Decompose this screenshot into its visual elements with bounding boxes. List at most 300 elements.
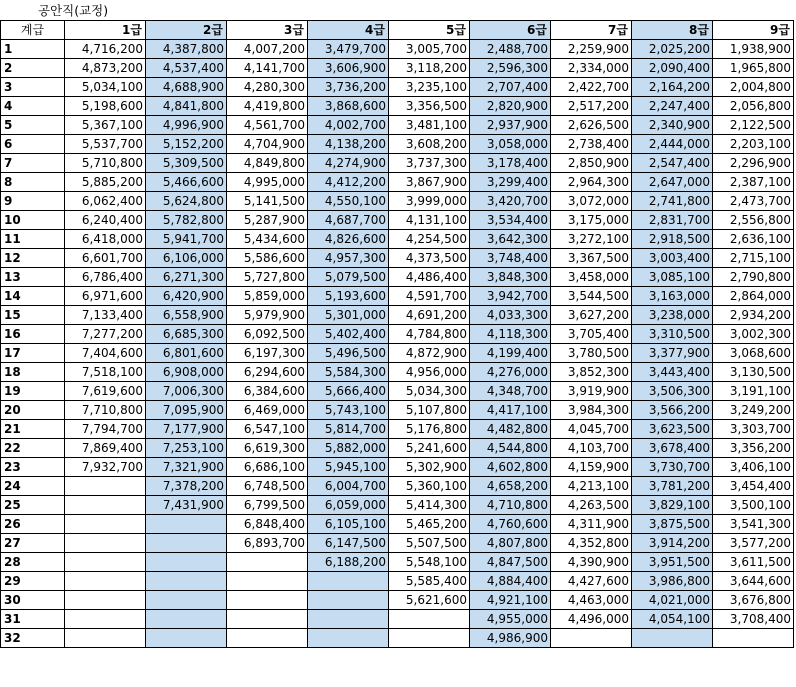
salary-cell[interactable]: 7,177,900	[146, 420, 227, 439]
salary-cell[interactable]: 4,054,100	[632, 610, 713, 629]
salary-cell[interactable]: 3,068,600	[713, 344, 794, 363]
step-cell[interactable]: 19	[1, 382, 65, 401]
salary-cell[interactable]: 6,384,600	[227, 382, 308, 401]
salary-cell[interactable]: 2,488,700	[470, 40, 551, 59]
salary-cell[interactable]: 2,444,000	[632, 135, 713, 154]
salary-cell[interactable]	[227, 553, 308, 572]
salary-cell[interactable]: 6,971,600	[65, 287, 146, 306]
salary-cell[interactable]: 6,188,200	[308, 553, 389, 572]
salary-cell[interactable]	[308, 572, 389, 591]
salary-cell[interactable]: 5,782,800	[146, 211, 227, 230]
salary-cell[interactable]	[65, 553, 146, 572]
salary-cell[interactable]: 3,500,100	[713, 496, 794, 515]
salary-cell[interactable]: 3,566,200	[632, 401, 713, 420]
salary-cell[interactable]: 3,235,100	[389, 78, 470, 97]
step-cell[interactable]: 4	[1, 97, 65, 116]
salary-cell[interactable]: 3,781,200	[632, 477, 713, 496]
salary-cell[interactable]: 5,537,700	[65, 135, 146, 154]
salary-cell[interactable]	[308, 629, 389, 648]
salary-cell[interactable]: 6,420,900	[146, 287, 227, 306]
salary-cell[interactable]	[65, 572, 146, 591]
salary-cell[interactable]: 3,627,200	[551, 306, 632, 325]
salary-cell[interactable]: 5,193,600	[308, 287, 389, 306]
salary-cell[interactable]: 2,556,800	[713, 211, 794, 230]
salary-cell[interactable]: 6,686,100	[227, 458, 308, 477]
salary-cell[interactable]: 3,356,200	[713, 439, 794, 458]
salary-cell[interactable]: 3,191,100	[713, 382, 794, 401]
salary-cell[interactable]: 4,956,000	[389, 363, 470, 382]
salary-cell[interactable]	[713, 629, 794, 648]
salary-cell[interactable]: 6,240,400	[65, 211, 146, 230]
salary-cell[interactable]: 2,715,100	[713, 249, 794, 268]
salary-cell[interactable]: 5,859,000	[227, 287, 308, 306]
salary-cell[interactable]: 6,601,700	[65, 249, 146, 268]
salary-cell[interactable]: 3,986,800	[632, 572, 713, 591]
salary-cell[interactable]: 7,619,600	[65, 382, 146, 401]
salary-cell[interactable]	[146, 553, 227, 572]
salary-cell[interactable]	[65, 496, 146, 515]
step-cell[interactable]: 9	[1, 192, 65, 211]
salary-cell[interactable]: 3,642,300	[470, 230, 551, 249]
salary-cell[interactable]: 5,666,400	[308, 382, 389, 401]
salary-cell[interactable]: 4,348,700	[470, 382, 551, 401]
salary-cell[interactable]: 4,131,100	[389, 211, 470, 230]
step-cell[interactable]: 22	[1, 439, 65, 458]
step-cell[interactable]: 10	[1, 211, 65, 230]
grade-header-4[interactable]: 4급	[308, 21, 389, 40]
salary-cell[interactable]: 3,829,100	[632, 496, 713, 515]
salary-cell[interactable]: 3,730,700	[632, 458, 713, 477]
salary-cell[interactable]: 4,373,500	[389, 249, 470, 268]
salary-cell[interactable]: 6,062,400	[65, 192, 146, 211]
step-cell[interactable]: 7	[1, 154, 65, 173]
salary-cell[interactable]: 3,868,600	[308, 97, 389, 116]
salary-cell[interactable]: 3,999,000	[389, 192, 470, 211]
salary-cell[interactable]: 7,277,200	[65, 325, 146, 344]
salary-cell[interactable]: 3,356,500	[389, 97, 470, 116]
step-cell[interactable]: 23	[1, 458, 65, 477]
salary-cell[interactable]: 3,002,300	[713, 325, 794, 344]
salary-cell[interactable]: 3,238,000	[632, 306, 713, 325]
salary-cell[interactable]: 7,710,800	[65, 401, 146, 420]
salary-cell[interactable]: 3,178,400	[470, 154, 551, 173]
salary-cell[interactable]: 3,058,000	[470, 135, 551, 154]
salary-cell[interactable]: 5,727,800	[227, 268, 308, 287]
step-cell[interactable]: 6	[1, 135, 65, 154]
salary-cell[interactable]: 6,685,300	[146, 325, 227, 344]
step-column-header[interactable]: 계급	[1, 21, 65, 40]
step-cell[interactable]: 28	[1, 553, 65, 572]
salary-cell[interactable]: 4,141,700	[227, 59, 308, 78]
salary-cell[interactable]: 7,869,400	[65, 439, 146, 458]
salary-cell[interactable]: 3,367,500	[551, 249, 632, 268]
step-cell[interactable]: 26	[1, 515, 65, 534]
salary-cell[interactable]: 3,481,100	[389, 116, 470, 135]
salary-cell[interactable]: 5,548,100	[389, 553, 470, 572]
salary-cell[interactable]: 2,203,100	[713, 135, 794, 154]
salary-cell[interactable]: 4,658,200	[470, 477, 551, 496]
step-cell[interactable]: 17	[1, 344, 65, 363]
salary-cell[interactable]: 2,422,700	[551, 78, 632, 97]
salary-cell[interactable]: 2,025,200	[632, 40, 713, 59]
salary-cell[interactable]: 4,995,000	[227, 173, 308, 192]
salary-cell[interactable]: 6,848,400	[227, 515, 308, 534]
salary-cell[interactable]: 3,984,300	[551, 401, 632, 420]
salary-cell[interactable]: 3,406,100	[713, 458, 794, 477]
salary-cell[interactable]: 4,561,700	[227, 116, 308, 135]
salary-cell[interactable]: 3,249,200	[713, 401, 794, 420]
salary-cell[interactable]: 5,941,700	[146, 230, 227, 249]
grade-header-5[interactable]: 5급	[389, 21, 470, 40]
salary-cell[interactable]: 2,831,700	[632, 211, 713, 230]
salary-cell[interactable]: 4,691,200	[389, 306, 470, 325]
salary-cell[interactable]: 4,688,900	[146, 78, 227, 97]
salary-cell[interactable]: 5,034,100	[65, 78, 146, 97]
salary-cell[interactable]: 2,122,500	[713, 116, 794, 135]
salary-cell[interactable]: 3,708,400	[713, 610, 794, 629]
step-cell[interactable]: 29	[1, 572, 65, 591]
salary-cell[interactable]: 2,004,800	[713, 78, 794, 97]
salary-cell[interactable]: 4,482,800	[470, 420, 551, 439]
salary-cell[interactable]: 6,105,100	[308, 515, 389, 534]
salary-cell[interactable]: 3,678,400	[632, 439, 713, 458]
salary-cell[interactable]: 4,537,400	[146, 59, 227, 78]
salary-cell[interactable]: 5,621,600	[389, 591, 470, 610]
salary-cell[interactable]: 3,299,400	[470, 173, 551, 192]
salary-cell[interactable]	[227, 591, 308, 610]
salary-cell[interactable]: 3,705,400	[551, 325, 632, 344]
salary-cell[interactable]: 3,072,000	[551, 192, 632, 211]
grade-header-9[interactable]: 9급	[713, 21, 794, 40]
salary-cell[interactable]: 2,164,200	[632, 78, 713, 97]
salary-cell[interactable]: 4,274,900	[308, 154, 389, 173]
salary-cell[interactable]: 4,826,600	[308, 230, 389, 249]
salary-cell[interactable]: 4,996,900	[146, 116, 227, 135]
salary-cell[interactable]: 5,882,000	[308, 439, 389, 458]
salary-cell[interactable]: 3,458,000	[551, 268, 632, 287]
salary-cell[interactable]: 2,473,700	[713, 192, 794, 211]
salary-cell[interactable]: 5,309,500	[146, 154, 227, 173]
salary-cell[interactable]: 6,092,500	[227, 325, 308, 344]
salary-cell[interactable]: 2,334,000	[551, 59, 632, 78]
step-cell[interactable]: 8	[1, 173, 65, 192]
step-cell[interactable]: 30	[1, 591, 65, 610]
salary-cell[interactable]: 3,272,100	[551, 230, 632, 249]
salary-cell[interactable]: 5,979,900	[227, 306, 308, 325]
salary-cell[interactable]: 4,002,700	[308, 116, 389, 135]
salary-cell[interactable]: 2,850,900	[551, 154, 632, 173]
salary-cell[interactable]	[146, 629, 227, 648]
salary-cell[interactable]: 4,884,400	[470, 572, 551, 591]
salary-cell[interactable]: 3,130,500	[713, 363, 794, 382]
salary-cell[interactable]	[65, 591, 146, 610]
salary-cell[interactable]: 3,577,200	[713, 534, 794, 553]
salary-cell[interactable]: 2,247,400	[632, 97, 713, 116]
salary-cell[interactable]: 1,938,900	[713, 40, 794, 59]
salary-cell[interactable]: 5,466,600	[146, 173, 227, 192]
salary-cell[interactable]: 3,541,300	[713, 515, 794, 534]
salary-cell[interactable]: 2,596,300	[470, 59, 551, 78]
salary-cell[interactable]	[65, 610, 146, 629]
salary-cell[interactable]: 4,417,100	[470, 401, 551, 420]
salary-cell[interactable]	[389, 629, 470, 648]
salary-cell[interactable]: 5,107,800	[389, 401, 470, 420]
salary-cell[interactable]: 4,387,800	[146, 40, 227, 59]
salary-cell[interactable]: 4,390,900	[551, 553, 632, 572]
salary-cell[interactable]: 2,741,800	[632, 192, 713, 211]
salary-cell[interactable]: 5,301,000	[308, 306, 389, 325]
salary-cell[interactable]: 4,021,000	[632, 591, 713, 610]
salary-cell[interactable]: 3,867,900	[389, 173, 470, 192]
salary-cell[interactable]	[146, 591, 227, 610]
salary-cell[interactable]: 4,849,800	[227, 154, 308, 173]
salary-cell[interactable]: 4,807,800	[470, 534, 551, 553]
salary-cell[interactable]: 4,138,200	[308, 135, 389, 154]
salary-cell[interactable]: 4,033,300	[470, 306, 551, 325]
salary-cell[interactable]: 6,547,100	[227, 420, 308, 439]
step-cell[interactable]: 2	[1, 59, 65, 78]
salary-cell[interactable]: 5,496,500	[308, 344, 389, 363]
salary-cell[interactable]: 3,005,700	[389, 40, 470, 59]
salary-cell[interactable]: 4,463,000	[551, 591, 632, 610]
step-cell[interactable]: 32	[1, 629, 65, 648]
salary-cell[interactable]: 6,799,500	[227, 496, 308, 515]
salary-cell[interactable]	[389, 610, 470, 629]
salary-cell[interactable]: 6,147,500	[308, 534, 389, 553]
grade-header-7[interactable]: 7급	[551, 21, 632, 40]
salary-cell[interactable]: 3,942,700	[470, 287, 551, 306]
salary-cell[interactable]: 4,254,500	[389, 230, 470, 249]
grade-header-1[interactable]: 1급	[65, 21, 146, 40]
salary-cell[interactable]: 7,378,200	[146, 477, 227, 496]
salary-cell[interactable]: 5,034,300	[389, 382, 470, 401]
salary-cell[interactable]: 3,608,200	[389, 135, 470, 154]
salary-cell[interactable]	[308, 591, 389, 610]
salary-cell[interactable]: 4,784,800	[389, 325, 470, 344]
salary-cell[interactable]: 6,059,000	[308, 496, 389, 515]
salary-cell[interactable]: 2,517,200	[551, 97, 632, 116]
salary-cell[interactable]: 4,276,000	[470, 363, 551, 382]
salary-cell[interactable]: 7,133,400	[65, 306, 146, 325]
salary-cell[interactable]: 3,748,400	[470, 249, 551, 268]
salary-cell[interactable]: 3,310,500	[632, 325, 713, 344]
step-cell[interactable]: 20	[1, 401, 65, 420]
salary-cell[interactable]: 5,302,900	[389, 458, 470, 477]
salary-cell[interactable]: 3,479,700	[308, 40, 389, 59]
salary-cell[interactable]: 1,965,800	[713, 59, 794, 78]
salary-cell[interactable]: 5,743,100	[308, 401, 389, 420]
salary-cell[interactable]: 5,287,900	[227, 211, 308, 230]
salary-cell[interactable]: 6,748,500	[227, 477, 308, 496]
salary-cell[interactable]: 4,704,900	[227, 135, 308, 154]
step-cell[interactable]: 14	[1, 287, 65, 306]
salary-cell[interactable]: 3,611,500	[713, 553, 794, 572]
salary-cell[interactable]: 4,550,100	[308, 192, 389, 211]
salary-cell[interactable]: 5,152,200	[146, 135, 227, 154]
salary-cell[interactable]: 2,296,900	[713, 154, 794, 173]
grade-header-8[interactable]: 8급	[632, 21, 713, 40]
step-cell[interactable]: 25	[1, 496, 65, 515]
step-cell[interactable]: 15	[1, 306, 65, 325]
salary-cell[interactable]: 5,586,600	[227, 249, 308, 268]
salary-cell[interactable]: 4,591,700	[389, 287, 470, 306]
salary-cell[interactable]: 4,716,200	[65, 40, 146, 59]
salary-cell[interactable]: 3,163,000	[632, 287, 713, 306]
salary-cell[interactable]: 5,414,300	[389, 496, 470, 515]
salary-cell[interactable]: 4,486,400	[389, 268, 470, 287]
salary-cell[interactable]: 5,367,100	[65, 116, 146, 135]
salary-cell[interactable]: 2,964,300	[551, 173, 632, 192]
salary-cell[interactable]: 3,951,500	[632, 553, 713, 572]
salary-cell[interactable]: 4,760,600	[470, 515, 551, 534]
step-cell[interactable]: 24	[1, 477, 65, 496]
salary-cell[interactable]: 2,056,800	[713, 97, 794, 116]
step-cell[interactable]: 16	[1, 325, 65, 344]
salary-cell[interactable]: 4,602,800	[470, 458, 551, 477]
salary-cell[interactable]: 4,687,700	[308, 211, 389, 230]
salary-cell[interactable]: 4,419,800	[227, 97, 308, 116]
salary-cell[interactable]: 3,919,900	[551, 382, 632, 401]
salary-cell[interactable]: 2,937,900	[470, 116, 551, 135]
salary-cell[interactable]: 2,387,100	[713, 173, 794, 192]
salary-cell[interactable]: 3,644,600	[713, 572, 794, 591]
salary-cell[interactable]: 4,045,700	[551, 420, 632, 439]
salary-cell[interactable]: 3,848,300	[470, 268, 551, 287]
salary-cell[interactable]: 6,197,300	[227, 344, 308, 363]
step-cell[interactable]: 1	[1, 40, 65, 59]
salary-cell[interactable]: 6,271,300	[146, 268, 227, 287]
step-cell[interactable]: 5	[1, 116, 65, 135]
salary-cell[interactable]: 4,213,100	[551, 477, 632, 496]
salary-cell[interactable]: 2,864,000	[713, 287, 794, 306]
salary-cell[interactable]: 3,420,700	[470, 192, 551, 211]
salary-cell[interactable]: 6,294,600	[227, 363, 308, 382]
salary-cell[interactable]: 7,932,700	[65, 458, 146, 477]
salary-cell[interactable]: 7,518,100	[65, 363, 146, 382]
grade-header-6[interactable]: 6급	[470, 21, 551, 40]
salary-cell[interactable]: 6,004,700	[308, 477, 389, 496]
salary-cell[interactable]	[65, 534, 146, 553]
salary-cell[interactable]	[146, 572, 227, 591]
salary-cell[interactable]: 3,443,400	[632, 363, 713, 382]
salary-cell[interactable]: 4,263,500	[551, 496, 632, 515]
salary-cell[interactable]: 3,175,000	[551, 211, 632, 230]
salary-cell[interactable]: 5,585,400	[389, 572, 470, 591]
salary-cell[interactable]	[227, 629, 308, 648]
salary-cell[interactable]: 3,875,500	[632, 515, 713, 534]
salary-cell[interactable]: 6,418,000	[65, 230, 146, 249]
salary-cell[interactable]: 4,986,900	[470, 629, 551, 648]
salary-cell[interactable]: 6,893,700	[227, 534, 308, 553]
salary-cell[interactable]: 4,199,400	[470, 344, 551, 363]
step-cell[interactable]: 12	[1, 249, 65, 268]
salary-cell[interactable]: 3,852,300	[551, 363, 632, 382]
salary-cell[interactable]: 2,636,100	[713, 230, 794, 249]
salary-cell[interactable]: 7,253,100	[146, 439, 227, 458]
salary-cell[interactable]: 3,003,400	[632, 249, 713, 268]
salary-cell[interactable]: 4,921,100	[470, 591, 551, 610]
salary-cell[interactable]: 4,873,200	[65, 59, 146, 78]
salary-cell[interactable]	[65, 477, 146, 496]
salary-cell[interactable]: 4,412,200	[308, 173, 389, 192]
salary-cell[interactable]: 2,626,500	[551, 116, 632, 135]
salary-cell[interactable]: 4,955,000	[470, 610, 551, 629]
salary-cell[interactable]: 3,118,200	[389, 59, 470, 78]
step-cell[interactable]: 11	[1, 230, 65, 249]
salary-cell[interactable]: 3,736,200	[308, 78, 389, 97]
salary-cell[interactable]: 5,241,600	[389, 439, 470, 458]
salary-cell[interactable]: 4,841,800	[146, 97, 227, 116]
salary-cell[interactable]: 2,547,400	[632, 154, 713, 173]
salary-cell[interactable]: 4,544,800	[470, 439, 551, 458]
salary-cell[interactable]	[227, 572, 308, 591]
salary-cell[interactable]: 3,914,200	[632, 534, 713, 553]
salary-cell[interactable]: 3,377,900	[632, 344, 713, 363]
salary-cell[interactable]: 4,311,900	[551, 515, 632, 534]
salary-cell[interactable]: 3,506,300	[632, 382, 713, 401]
salary-cell[interactable]: 3,085,100	[632, 268, 713, 287]
salary-cell[interactable]: 4,118,300	[470, 325, 551, 344]
salary-cell[interactable]: 3,606,900	[308, 59, 389, 78]
salary-cell[interactable]: 5,141,500	[227, 192, 308, 211]
salary-cell[interactable]: 7,431,900	[146, 496, 227, 515]
salary-cell[interactable]: 4,872,900	[389, 344, 470, 363]
salary-cell[interactable]: 2,340,900	[632, 116, 713, 135]
step-cell[interactable]: 3	[1, 78, 65, 97]
salary-cell[interactable]: 5,360,100	[389, 477, 470, 496]
step-cell[interactable]: 13	[1, 268, 65, 287]
salary-cell[interactable]: 6,619,300	[227, 439, 308, 458]
salary-cell[interactable]: 5,584,300	[308, 363, 389, 382]
salary-cell[interactable]: 7,095,900	[146, 401, 227, 420]
salary-cell[interactable]: 6,558,900	[146, 306, 227, 325]
salary-cell[interactable]: 7,794,700	[65, 420, 146, 439]
salary-cell[interactable]: 5,465,200	[389, 515, 470, 534]
salary-cell[interactable]: 7,404,600	[65, 344, 146, 363]
salary-cell[interactable]: 5,624,800	[146, 192, 227, 211]
salary-cell[interactable]: 4,496,000	[551, 610, 632, 629]
salary-cell[interactable]: 4,159,900	[551, 458, 632, 477]
salary-cell[interactable]	[65, 515, 146, 534]
salary-cell[interactable]: 2,090,400	[632, 59, 713, 78]
salary-cell[interactable]: 6,469,000	[227, 401, 308, 420]
step-cell[interactable]: 27	[1, 534, 65, 553]
salary-cell[interactable]: 4,007,200	[227, 40, 308, 59]
salary-cell[interactable]	[632, 629, 713, 648]
salary-cell[interactable]: 2,738,400	[551, 135, 632, 154]
salary-cell[interactable]: 5,814,700	[308, 420, 389, 439]
salary-cell[interactable]: 7,006,300	[146, 382, 227, 401]
step-cell[interactable]: 31	[1, 610, 65, 629]
salary-cell[interactable]: 2,934,200	[713, 306, 794, 325]
salary-cell[interactable]	[146, 610, 227, 629]
salary-cell[interactable]	[551, 629, 632, 648]
salary-cell[interactable]: 5,434,600	[227, 230, 308, 249]
grade-header-3[interactable]: 3급	[227, 21, 308, 40]
salary-cell[interactable]: 5,507,500	[389, 534, 470, 553]
salary-cell[interactable]: 4,957,300	[308, 249, 389, 268]
salary-cell[interactable]	[227, 610, 308, 629]
salary-cell[interactable]: 3,676,800	[713, 591, 794, 610]
salary-cell[interactable]: 3,623,500	[632, 420, 713, 439]
salary-cell[interactable]: 2,647,000	[632, 173, 713, 192]
salary-cell[interactable]: 2,259,900	[551, 40, 632, 59]
salary-cell[interactable]: 5,710,800	[65, 154, 146, 173]
salary-cell[interactable]: 3,737,300	[389, 154, 470, 173]
salary-cell[interactable]: 3,454,400	[713, 477, 794, 496]
salary-cell[interactable]	[146, 534, 227, 553]
step-cell[interactable]: 18	[1, 363, 65, 382]
